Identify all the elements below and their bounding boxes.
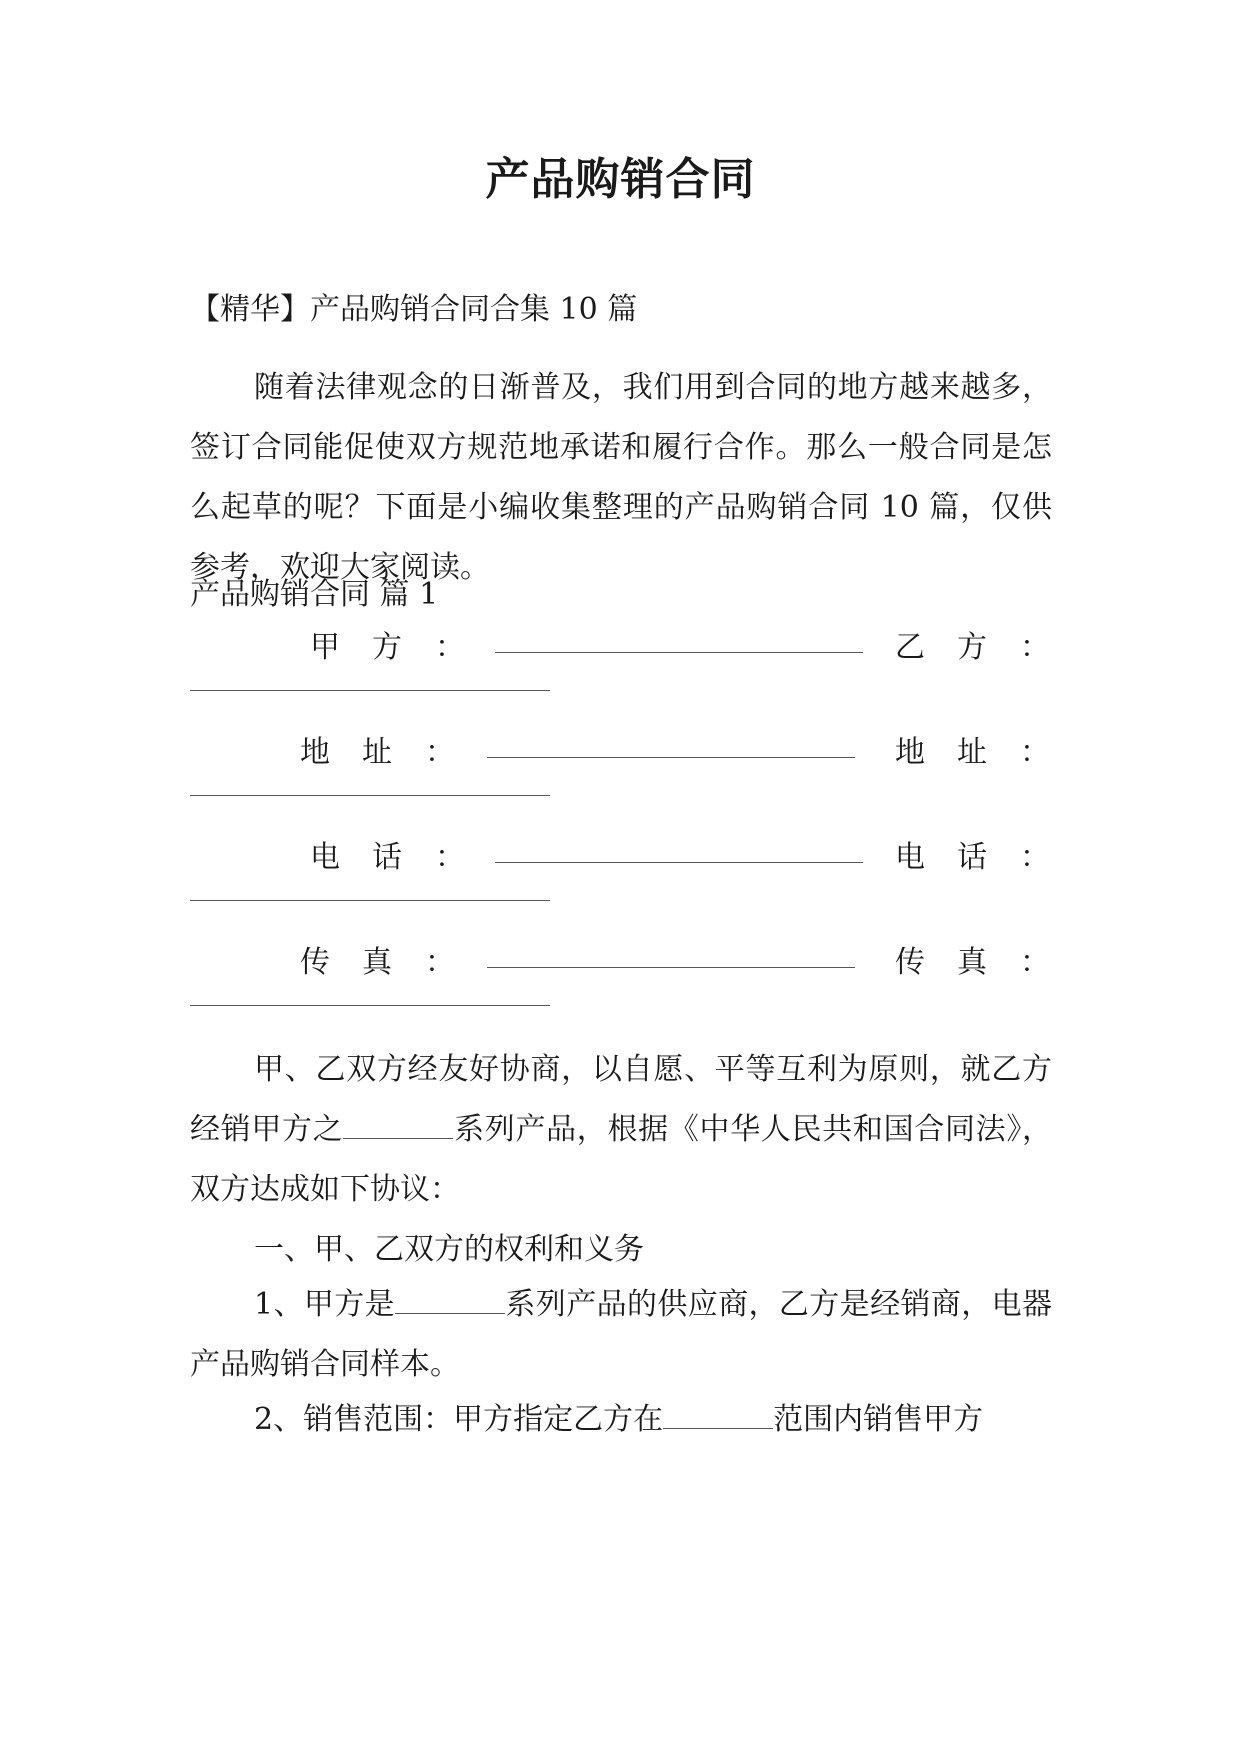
party-a-fax-label: 传真 (300, 945, 424, 980)
document-subtitle: 【精华】产品购销合同合集 10 篇 (190, 292, 638, 327)
party-a-name-blank (495, 652, 863, 653)
colon: ： (425, 735, 455, 770)
party-a-fax-blank (487, 967, 855, 968)
clause-1 (190, 1275, 1052, 1395)
party-b-address-label: 地址 (895, 735, 1019, 770)
clause-2-pre: 2、销售范围：甲方指定乙方在 (254, 1402, 664, 1437)
colon: ： (1020, 630, 1050, 665)
colon: ： (435, 630, 465, 665)
clause-1-post: 系列产品的供应商，乙方是经销商，电器产品购销合同样本。 (190, 1287, 1053, 1382)
party-b-name-blank (190, 690, 550, 691)
party-b-name-label: 乙方 (895, 630, 1019, 665)
agreement-paragraph (190, 1040, 1052, 1220)
colon: ： (1020, 735, 1050, 770)
colon: ： (425, 945, 455, 980)
intro-paragraph: 随着法律观念的日渐普及，我们用到合同的地方越来越多，签订合同能促使双方规范地承诺和履行合作。那么一般合同是怎么起草的呢？下面是小编收集整理的产品购销合同 10 篇，仅供参考，欢迎大家阅读。 (190, 370, 1052, 585)
party-row-name (190, 628, 1052, 668)
party-a-name-label: 甲方 (310, 630, 434, 665)
colon: ： (1020, 945, 1050, 980)
sales-region-blank (663, 1406, 773, 1429)
party-row-fax (190, 943, 1052, 983)
party-a-address-blank (487, 757, 855, 758)
colon: ： (1020, 840, 1050, 875)
party-b-phone-blank (190, 900, 550, 901)
party-a-phone-label: 电话 (310, 840, 434, 875)
clause-heading: 一、甲、乙双方的权利和义务 (254, 1232, 644, 1267)
party-b-address-blank (190, 795, 550, 796)
party-b-fax-blank (190, 1005, 550, 1006)
section-heading: 产品购销合同 篇 1 (190, 577, 439, 612)
party-row-address (190, 733, 1052, 773)
document-title: 产品购销合同 (485, 154, 756, 205)
clause-2 (190, 1390, 1052, 1450)
agreement-text-post: 系列产品，根据《中华人民共和国合同法》，双方达成如下协议： (190, 1112, 1053, 1207)
party-b-phone-label: 电话 (895, 840, 1019, 875)
agreement-text-pre: 甲、乙双方经友好协商，以自愿、平等互利为原则，就乙方经销甲方之 (190, 1052, 1052, 1147)
colon: ： (435, 840, 465, 875)
clause-2-post: 范围内销售甲方 (773, 1402, 984, 1437)
party-a-address-label: 地址 (300, 735, 424, 770)
supplier-series-blank (395, 1291, 505, 1314)
clause-1-pre: 1、甲方是 (254, 1287, 396, 1322)
party-a-phone-blank (495, 862, 863, 863)
party-row-phone (190, 838, 1052, 878)
party-b-fax-label: 传真 (895, 945, 1019, 980)
product-series-blank (343, 1116, 453, 1139)
